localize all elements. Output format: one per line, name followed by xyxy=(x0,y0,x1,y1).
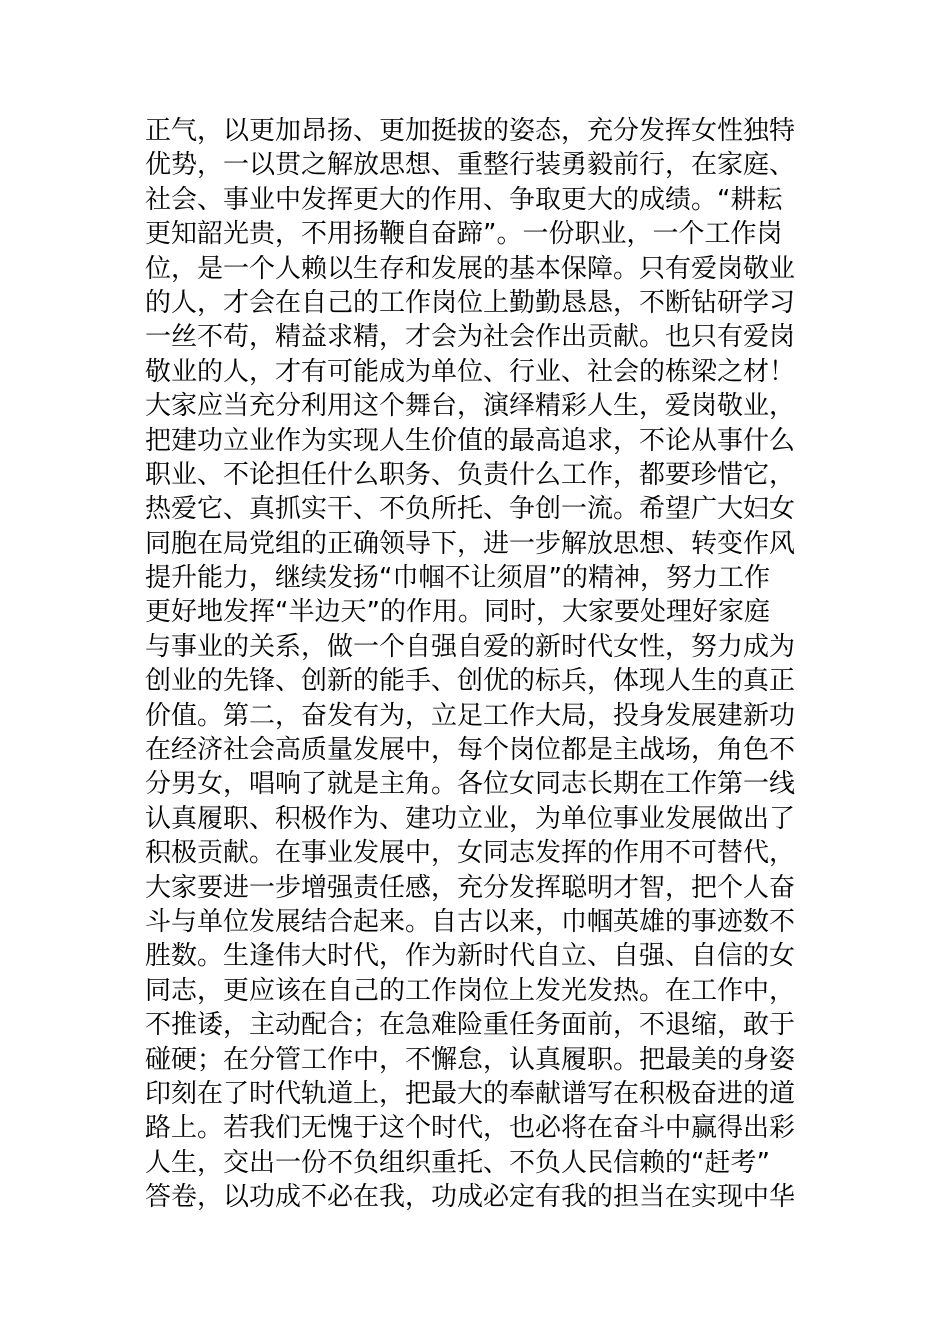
text-line: 认真履职、积极作为、建功立业，为单位事业发展做出了 xyxy=(145,803,796,834)
text-line: 人生，交出一份不负组织重托、不负人民信赖的“赶考” xyxy=(145,1147,770,1178)
text-line: 斗与单位发展结合起来。自古以来，巾帼英雄的事迹数不 xyxy=(145,906,796,937)
text-line: 把建功立业作为实现人生价值的最高追求，不论从事什么 xyxy=(145,425,796,456)
text-line: 大家要进一步增强责任感，充分发挥聪明才智，把个人奋 xyxy=(145,872,796,903)
text-line: 同志，更应该在自己的工作岗位上发光发热。在工作中， xyxy=(145,975,796,1006)
text-line: 积极贡献。在事业发展中，女同志发挥的作用不可替代， xyxy=(145,838,796,869)
text-line: 敬业的人，才有可能成为单位、行业、社会的栋梁之材！ xyxy=(145,356,796,387)
text-line: 价值。第二，奋发有为，立足工作大局，投身发展建新功 xyxy=(145,700,796,731)
text-line: 印刻在了时代轨道上，把最大的奉献谱写在积极奋进的道 xyxy=(145,1078,796,1109)
text-line: 更好地发挥“半边天”的作用。同时，大家要处理好家庭 xyxy=(145,597,770,628)
text-line: 更知韶光贵，不用扬鞭自奋蹄”。一份职业，一个工作岗 xyxy=(145,219,783,250)
text-line: 创业的先锋、创新的能手、创优的标兵，体现人生的真正 xyxy=(145,666,796,697)
text-line: 位，是一个人赖以生存和发展的基本保障。只有爱岗敬业 xyxy=(145,253,796,284)
text-line: 优势，一以贯之解放思想、重整行装勇毅前行，在家庭、 xyxy=(145,150,796,181)
text-line: 与事业的关系，做一个自强自爱的新时代女性，努力成为 xyxy=(145,631,796,662)
text-line: 分男女，唱响了就是主角。各位女同志长期在工作第一线 xyxy=(145,769,796,800)
text-line: 职业、不论担任什么职务、负责什么工作，都要珍惜它， xyxy=(145,459,796,490)
text-line: 胜数。生逢伟大时代，作为新时代自立、自强、自信的女 xyxy=(145,941,796,972)
text-line: 碰硬；在分管工作中，不懈怠，认真履职。把最美的身姿 xyxy=(145,1044,796,1075)
body-text xyxy=(145,114,815,1215)
text-line: 提升能力，继续发扬“巾帼不让须眉”的精神，努力工作 xyxy=(145,563,770,594)
text-line: 在经济社会高质量发展中，每个岗位都是主战场，角色不 xyxy=(145,735,796,766)
text-line: 答卷，以功成不必在我，功成必定有我的担当在实现中华 xyxy=(145,1182,796,1213)
text-line: 热爱它、真抓实干、不负所托、争创一流。希望广大妇女 xyxy=(145,494,796,525)
text-line: 社会、事业中发挥更大的作用、争取更大的成绩。“耕耘 xyxy=(145,184,783,215)
text-line: 路上。若我们无愧于这个时代，也必将在奋斗中赢得出彩 xyxy=(145,1113,796,1144)
text-line: 大家应当充分利用这个舞台，演绎精彩人生，爱岗敬业， xyxy=(145,391,796,422)
text-line: 同胞在局党组的正确领导下，进一步解放思想、转变作风 xyxy=(145,528,796,559)
text-line: 的人，才会在自己的工作岗位上勤勤恳恳，不断钻研学习 xyxy=(145,287,796,318)
text-line: 一丝不苟，精益求精，才会为社会作出贡献。也只有爱岗 xyxy=(145,322,796,353)
text-line: 不推诿，主动配合；在急难险重任务面前，不退缩，敢于 xyxy=(145,1010,796,1041)
text-line: 正气，以更加昂扬、更加挺拔的姿态，充分发挥女性独特 xyxy=(145,116,796,146)
